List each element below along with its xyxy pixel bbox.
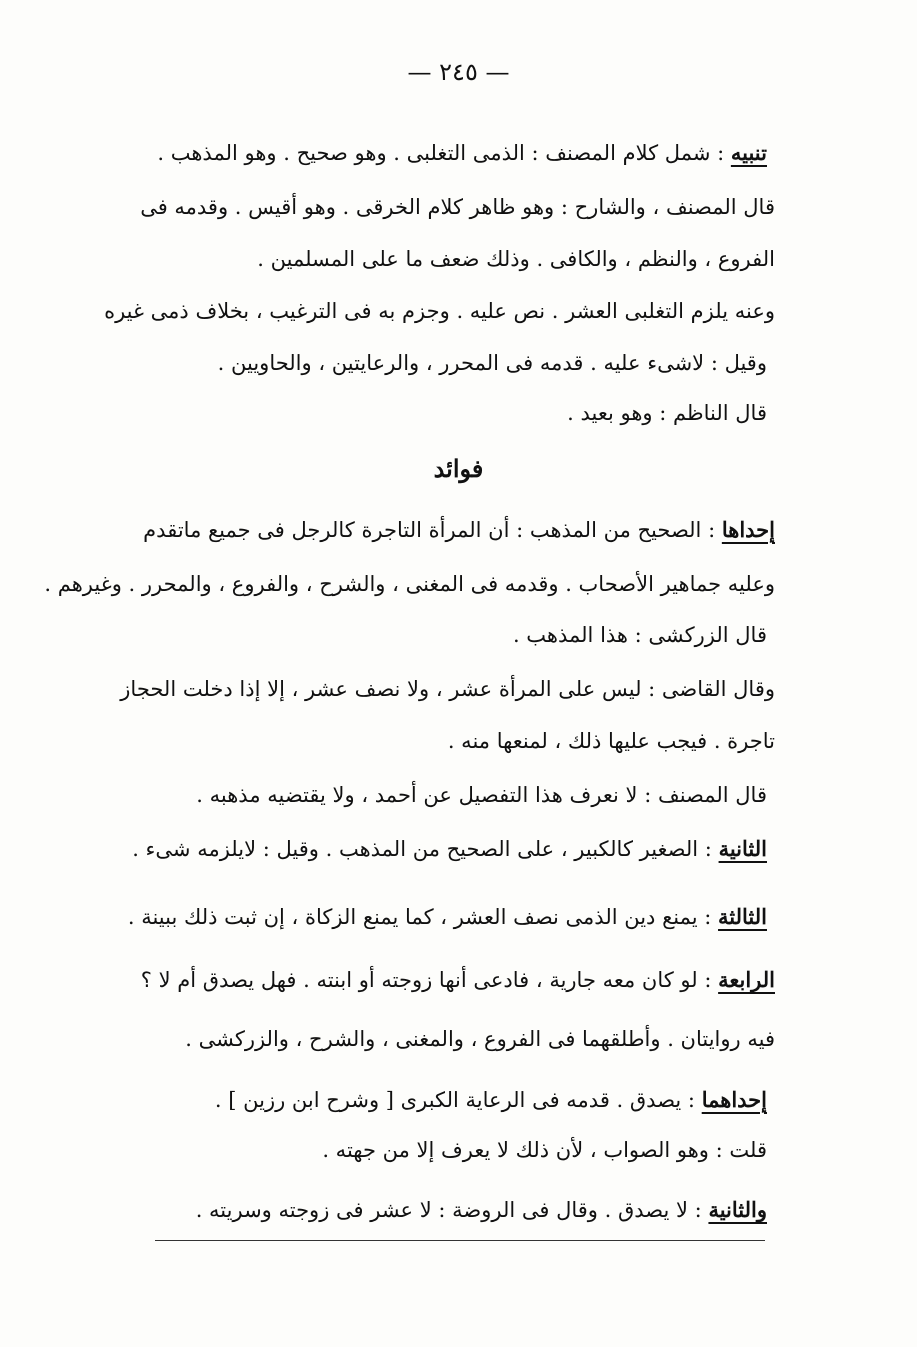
paragraph-line: فيه روايتان . وأطلقهما فى الفروع ، والمغنى ، والشرح ، والزركشى . — [185, 1027, 775, 1051]
paragraph-line: وعنه يلزم التغلبى العشر . نص عليه . وجزم به فى الترغيب ، بخلاف ذمى غيره — [104, 299, 775, 323]
page-number: — ٢٤٥ — — [407, 58, 510, 86]
paragraph-line — [140, 965, 775, 995]
paragraph-line — [145, 515, 775, 545]
paragraph-line: وقيل : لاشىء عليه . قدمه فى المحرر ، والرعايتين ، والحاويين . — [217, 351, 767, 375]
paragraph-text: : يصدق . قدمه فى الرعاية الكبرى [ وشرح ابن رزين ] . — [214, 1088, 696, 1112]
paragraph-line: تاجرة . فيجب عليها ذلك ، لمنعها منه . — [447, 729, 775, 753]
footer-rule — [155, 1240, 765, 1241]
paragraph-line: قال الناظم : وهو بعيد . — [567, 401, 767, 425]
paragraph-line — [147, 138, 767, 168]
section-label: إحداها — [721, 517, 775, 542]
paragraph-text: : الصحيح من المذهب : أن المرأة التاجرة كالرجل فى جميع ماتقدم — [143, 518, 716, 542]
paragraph-line: وقال القاضى : ليس على المرأة عشر ، ولا نصف عشر ، إلا إذا دخلت الحجاز — [120, 677, 775, 701]
section-heading: فوائد — [433, 454, 484, 483]
paragraph-line: وعليه جماهير الأصحاب . وقدمه فى المغنى ، والشرح ، والفروع ، والمحرر . وغيرهم . — [44, 572, 775, 596]
section-label: الثالثة — [718, 904, 767, 929]
paragraph-line: قال المصنف : لا نعرف هذا التفصيل عن أحمد ، ولا يقتضيه مذهبه . — [196, 783, 767, 807]
paragraph-line: قال المصنف ، والشارح : وهو ظاهر كلام الخرقى . وهو أقيس . وقدمه فى — [140, 195, 775, 219]
paragraph-line — [132, 834, 767, 864]
paragraph-text: : لا يصدق . وقال فى الروضة : لا عشر فى زوجته وسريته . — [195, 1198, 702, 1222]
paragraph-text: : لو كان معه جارية ، فادعى أنها زوجته أو ابنته . فهل يصدق أم لا ؟ — [140, 968, 712, 992]
paragraph-text: : يمنع دين الذمى نصف العشر ، كما يمنع الزكاة ، إن ثبت ذلك ببينة . — [127, 905, 712, 929]
paragraph-line: قلت : وهو الصواب ، لأن ذلك لا يعرف إلا من جهته . — [322, 1138, 767, 1162]
paragraph-line — [147, 1195, 767, 1225]
section-label: الرابعة — [718, 967, 775, 992]
section-label: إحداهما — [701, 1087, 767, 1112]
paragraph-text: : الصغير كالكبير ، على الصحيح من المذهب . وقيل : لايلزمه شىء . — [132, 837, 712, 861]
paragraph-line: قال الزركشى : هذا المذهب . — [512, 623, 767, 647]
section-label: تنبيه — [730, 140, 767, 165]
paragraph-line: الفروع ، والنظم ، والكافى . وذلك ضعف ما على المسلمين . — [257, 247, 775, 271]
section-label: والثانية — [708, 1197, 767, 1222]
paragraph-line — [147, 1085, 767, 1115]
paragraph-text: : شمل كلام المصنف : الذمى التغلبى . وهو صحيح . وهو المذهب . — [157, 141, 725, 165]
section-label: الثانية — [718, 836, 767, 861]
paragraph-line — [127, 902, 767, 932]
